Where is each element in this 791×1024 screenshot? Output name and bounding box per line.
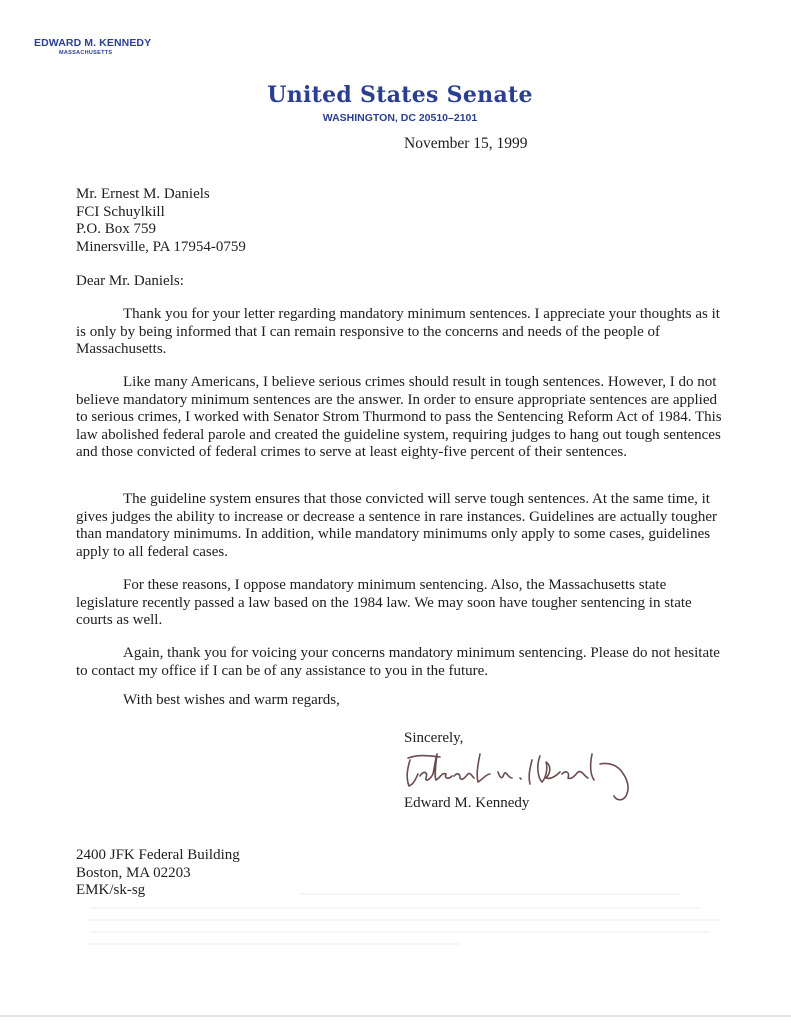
- page-edge: [0, 1015, 791, 1017]
- closing-line: With best wishes and warm regards,: [123, 692, 340, 708]
- sender-block: [34, 37, 151, 56]
- recipient-line: P.O. Box 759: [76, 221, 157, 237]
- footer-line: 2400 JFK Federal Building: [76, 847, 240, 863]
- body-paragraph: Thank you for your letter regarding mandatory minimum sentences. I appreciate your thoughts as it is only by being informed that I can remain responsive to the concerns and needs of the people of Massachusetts.: [76, 306, 720, 357]
- body-paragraph: For these reasons, I oppose mandatory minimum sentencing. Also, the Massachusetts state legislature recently passed a law based on the 1984 law. We may soon have tougher sentencing in state courts as well.: [76, 577, 692, 628]
- body-paragraph: Again, thank you for voicing your concerns mandatory minimum sentencing. Please do not hesitate to contact my office if I can be of any assistance to you in the future.: [76, 645, 720, 679]
- letter-date: November 15, 1999: [404, 135, 528, 152]
- recipient-line: Mr. Ernest M. Daniels: [76, 186, 210, 202]
- body-paragraph: Like many Americans, I believe serious crimes should result in tough sentences. However, I do not believe mandatory minimum sentences are the answer. In order to ensure appropriate sentences are applied to serious crimes, I worked with Senator Strom Thurmond to pass the Sentencing Reform Act of 1984. This law abolished federal parole and created the guideline system, requiring judges to hang out tough sentences and those convicted of federal crimes to serve at least eighty-five percent of their sentences.: [76, 374, 722, 460]
- salutation: Dear Mr. Daniels:: [76, 273, 184, 289]
- signer-name: Edward M. Kennedy: [404, 795, 530, 811]
- recipient-address: [76, 186, 724, 256]
- sincerely-line: Sincerely,: [404, 730, 464, 746]
- sender-name: EDWARD M. KENNEDY: [34, 37, 152, 49]
- paper-bleed-through: [80, 890, 730, 950]
- senate-address: WASHINGTON, DC 20510–2101: [322, 112, 478, 124]
- footer-line: EMK/sk-sg: [76, 882, 146, 898]
- body-paragraph: The guideline system ensures that those convicted will serve tough sentences. At the same time, it gives judges the ability to increase or decrease a sentence in rare instances. Guidelines are actually tougher than mandatory minimums. In addition, while mandatory minimums only apply to some cases, guidelines apply to all federal cases.: [76, 491, 717, 560]
- recipient-line: Minersville, PA 17954-0759: [76, 238, 246, 255]
- footer-line: Boston, MA 02203: [76, 864, 191, 881]
- sender-state: MASSACHUSETTS: [59, 50, 113, 56]
- senate-title: United States Senate: [267, 82, 533, 108]
- recipient-line: FCI Schuylkill: [76, 203, 165, 220]
- letterhead: [250, 82, 550, 124]
